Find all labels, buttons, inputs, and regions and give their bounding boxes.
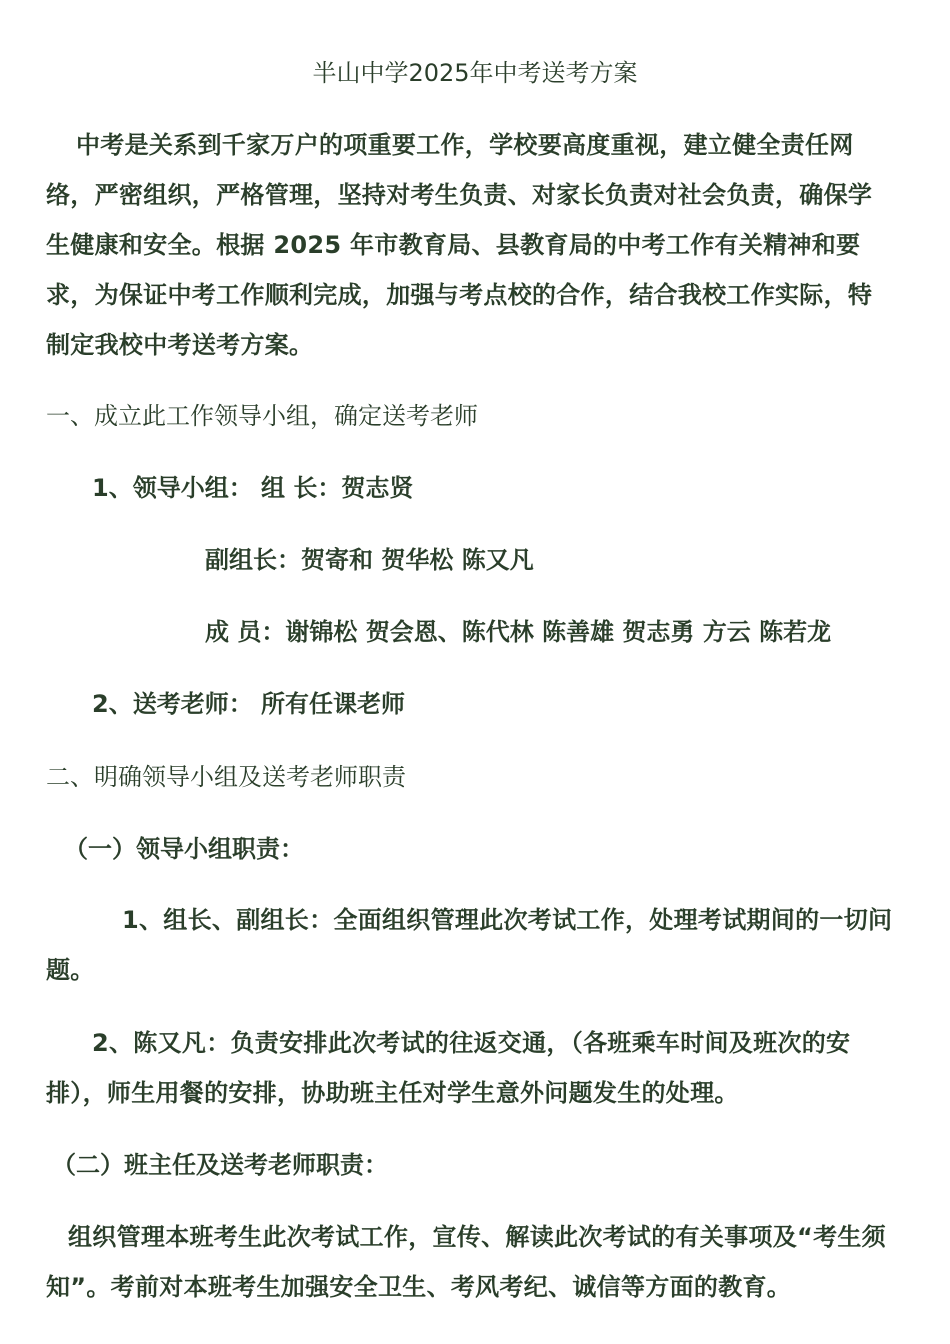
- members-line: 成 员：谢锦松 贺会恩、陈代林 陈善雄 贺志勇 方云 陈若龙: [205, 618, 832, 646]
- leader-duty-item-2: 2、陈又凡：负责安排此次考试的往返交通，（各班乘车时间及班次的安排），师生用餐的安排，协助班主任对学生意外问题发生的处理。: [46, 1029, 851, 1107]
- exam-teachers-line: 2、送考老师： 所有任课老师: [92, 690, 406, 718]
- leader-group-line: 1、领导小组： 组 长：贺志贤: [92, 474, 414, 502]
- section2-heading: 二、明确领导小组及送考老师职责: [46, 763, 406, 791]
- section1-heading: 一、成立此工作领导小组，确定送考老师: [46, 402, 478, 430]
- subsection1-heading: （一）领导小组职责：: [64, 835, 304, 863]
- intro-paragraph: 中考是关系到千家万户的项重要工作，学校要高度重视，建立健全责任网络，严密组织，严格管理，坚持对考生负责、对家长负责对社会负责，确保学生健康和安全。根据 2025 年市教育局、县教育局的中考工作有关精神和要求，为保证中考工作顺利完成，加强与考点校的合作，结合我校工作实际，特制定我校中考送考方案。: [46, 131, 873, 359]
- leader-duty-item-1: 1、组长、副组长：全面组织管理此次考试工作，处理考试期间的一切问题。: [46, 906, 893, 984]
- deputy-leaders-line: 副组长：贺寄和 贺华松 陈又凡: [205, 546, 534, 574]
- subsection2-heading: （二）班主任及送考老师职责：: [52, 1151, 388, 1179]
- teacher-duty-paragraph: 组织管理本班考生此次考试工作，宣传、解读此次考试的有关事项及“考生须知”。考前对本班考生加强安全卫生、考风考纪、诚信等方面的教育。: [46, 1223, 886, 1301]
- document-title: 半山中学2025年中考送考方案: [312, 59, 638, 87]
